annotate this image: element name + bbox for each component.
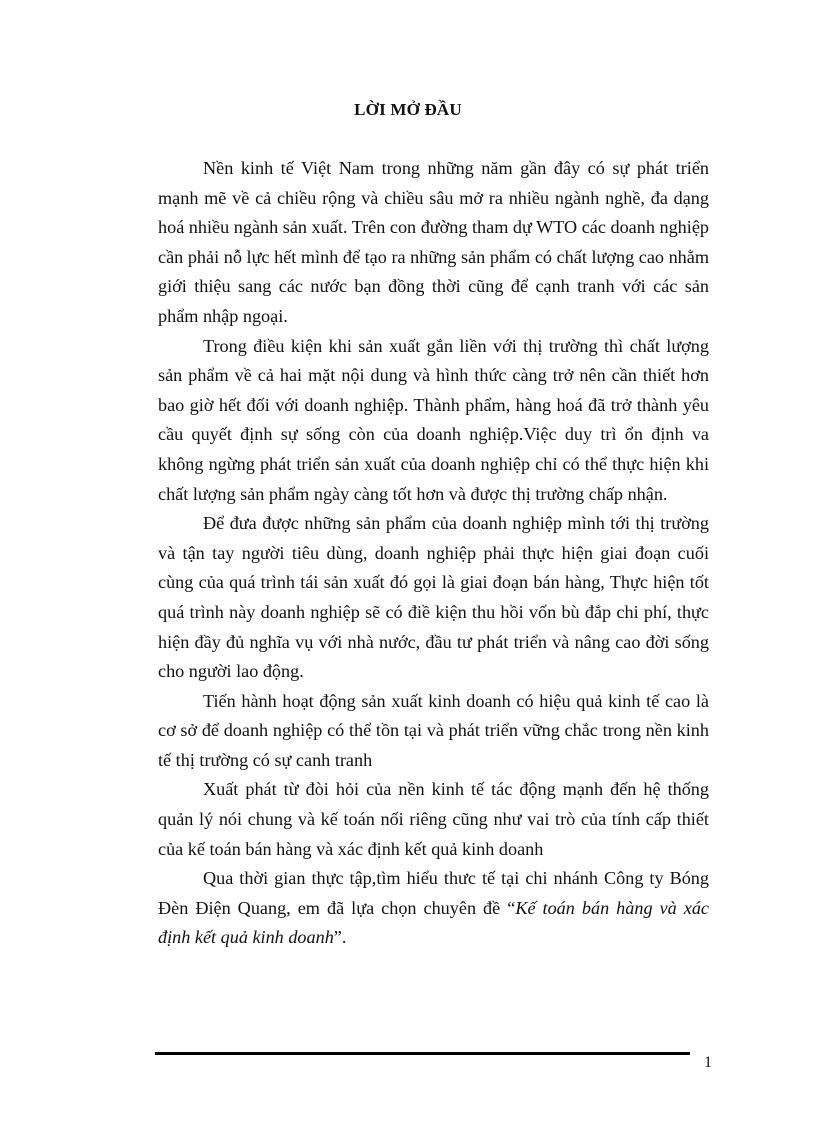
- paragraph: Xuất phát từ đòi hỏi của nền kinh tế tác động mạnh đến hệ thống quản lý nói chung và kế toán nối riêng cũng như vai trò của tính cấp thiết của kế toán bán hàng và xác định kết quả kinh doanh: [158, 779, 709, 859]
- paragraph: Tiến hành hoạt động sản xuất kinh doanh có hiệu quả kinh tế cao là cơ sở để doanh nghiệp có thể tồn tại và phát triển vững chắc trong nền kinh tế thị trường có sự canh tranh: [158, 690, 709, 770]
- paragraph: Để đưa được những sản phẩm của doanh nghiệp mình tới thị trường và tận tay người tiêu dùng, doanh nghiệp phải thực hiện giai đoạn cuối cùng của quá trình tái sản xuất đó gọi là giai đoạn bán hàng, Thực hiện tốt quá trình này doanh nghiệp sẽ có điề kiện thu hồi vốn bù đắp chi phí, thực hiện đầy đủ nghĩa vụ với nhà nước, đầu tư phát triển và nâng cao đời sống cho người lao động.: [158, 513, 709, 682]
- topic-title: Kế toán bán hàng và xác định kết quả kinh doanh: [158, 897, 709, 948]
- paragraph: Nền kinh tế Việt Nam trong những năm gần đây có sự phát triển mạnh mẽ về cả chiều rộng và chiều sâu mở ra nhiều ngành nghề, đa dạng hoá nhiều ngành sản xuất. Trên con đường tham dự WTO các doanh nghiệp cần phải nỗ lực hết mình để tạo ra những sản phẩm có chất lượng cao nhằm giới thiệu sang các nước bạn đồng thời cũng để cạnh tranh với các sản phẩm nhập ngoại.: [158, 158, 709, 326]
- paragraph-text: Qua thời gian thực tập,tìm hiểu thưc tế tại chi nhánh Công ty Bóng Đèn Điện Quang, em đã lựa chọn chuyên đề “: [158, 868, 709, 918]
- paragraph-last: [158, 864, 709, 953]
- paragraph-text-end: ”.: [333, 927, 347, 948]
- page-number: 1: [704, 1054, 712, 1071]
- footer-divider: [155, 1052, 690, 1055]
- page-title: LỜI MỞ ĐẦU: [354, 100, 462, 119]
- paragraph: Trong điều kiện khi sản xuất gắn liền với thị trường thì chất lượng sản phẩm về cả hai mặt nội dung và hình thức càng trở nên cần thiết hơn bao giờ hết đối với doanh nghiệp. Thành phẩm, hàng hoá đã trở thành yêu cầu quyết định sự sống còn của doanh nghiệp.Việc duy trì ổn định va không ngừng phát triển sản xuất của doanh nghiệp chỉ có thể thực hiện khi chất lượng sản phẩm ngày càng tốt hơn và được thị trường chấp nhận.: [158, 335, 709, 504]
- document-body: [158, 154, 709, 953]
